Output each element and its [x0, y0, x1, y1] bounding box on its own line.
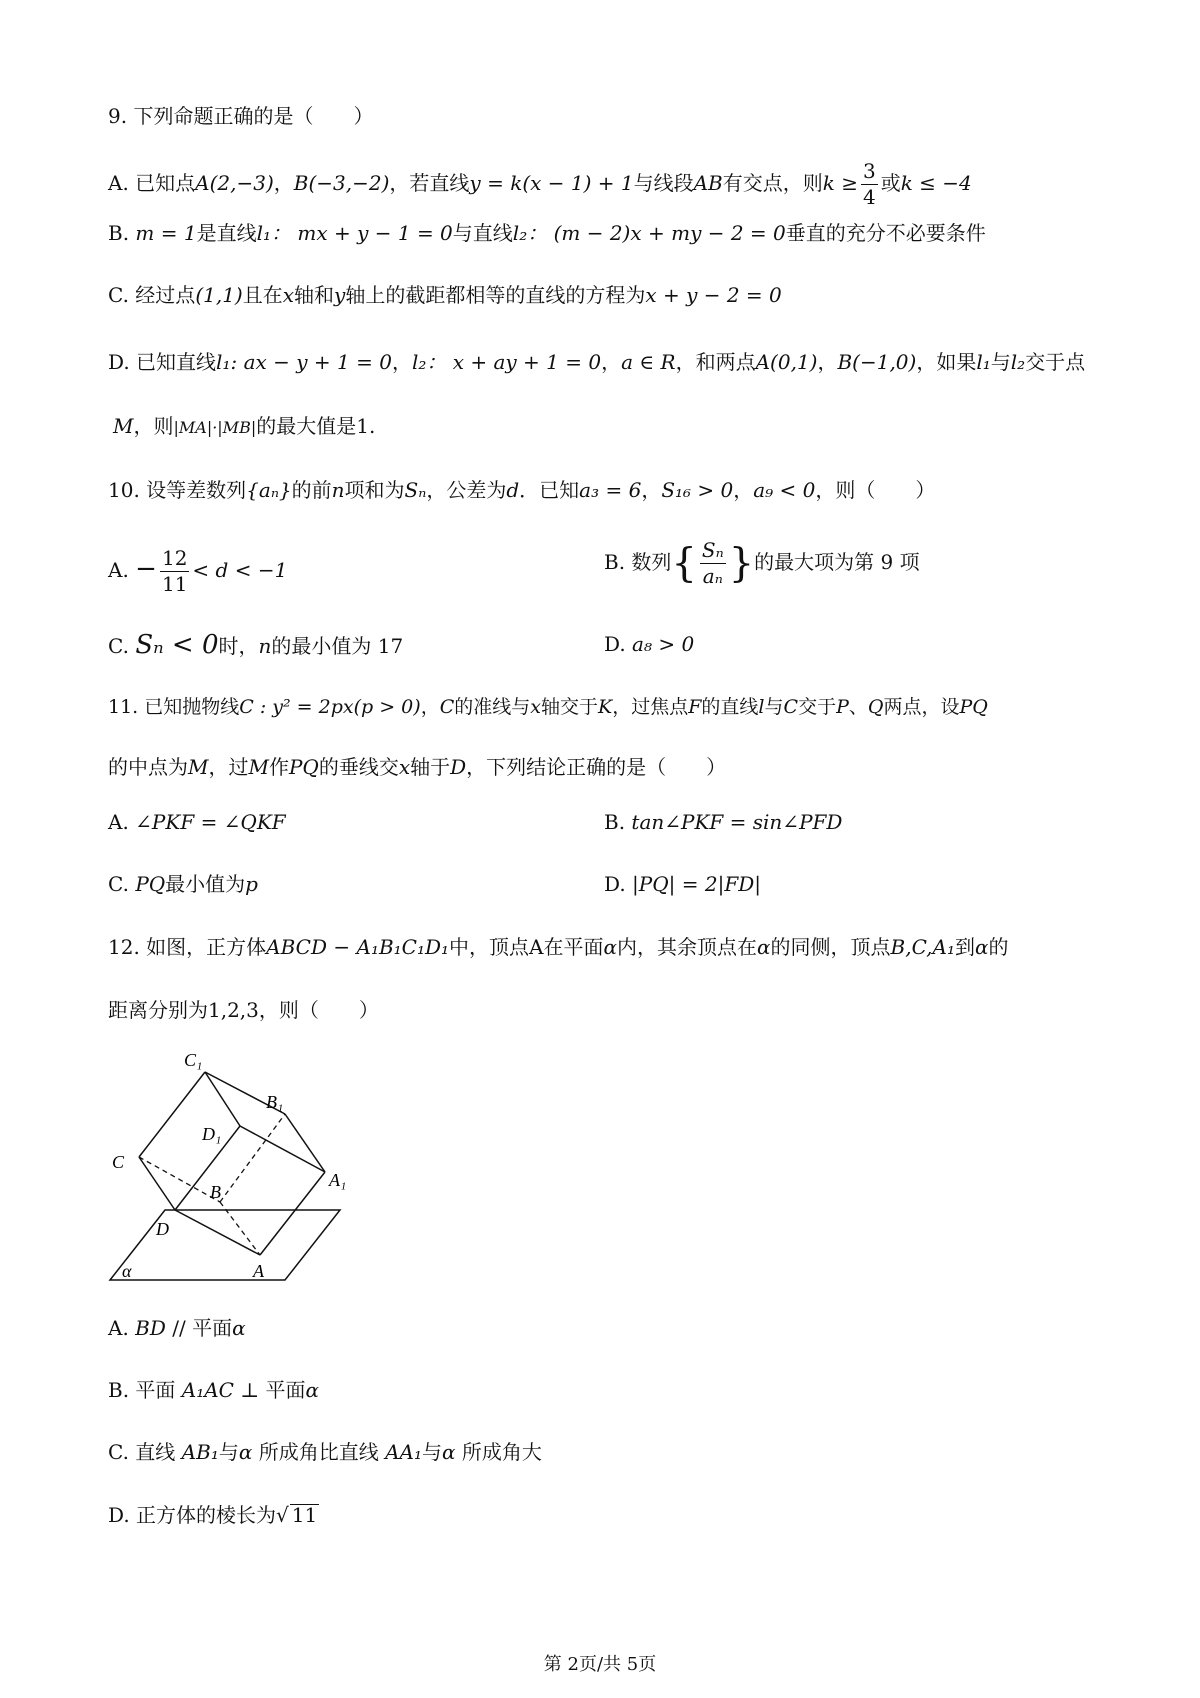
math: tan∠PKF = sin∠PFD [631, 810, 843, 834]
q10-option-a [108, 548, 287, 595]
q10-stem [108, 480, 935, 500]
q12-line2 [108, 1000, 379, 1020]
text: ， [733, 478, 754, 502]
text: A. [108, 1316, 129, 1340]
text: ， [601, 350, 622, 374]
text: 的直线 [701, 696, 759, 718]
math: α [232, 1316, 246, 1340]
math: AB₁ [181, 1440, 219, 1464]
math: m = 1 [135, 221, 197, 245]
q11-line2 [108, 757, 726, 777]
denominator: aₙ [702, 564, 723, 588]
label-c: C [112, 1152, 125, 1172]
math: AA₁ [385, 1440, 422, 1464]
q10-option-d [604, 634, 694, 654]
math: {aₙ} [246, 478, 292, 502]
text: ， [641, 478, 662, 502]
math: (1,1) [195, 283, 243, 307]
text: 中，顶点A在平面 [449, 935, 604, 959]
math: l₁： [256, 221, 292, 245]
q12-option-c [108, 1442, 542, 1462]
text: 到 [955, 935, 975, 959]
math: (m − 2)x + my − 2 = 0 [553, 221, 786, 245]
text: ， [391, 350, 412, 374]
text: 轴上的截距都相等的直线的方程为 [345, 283, 646, 307]
text: 的最大值是1. [256, 414, 376, 438]
math: l₂： [512, 221, 548, 245]
text: ，则 [133, 414, 174, 438]
math: B,C,A₁ [890, 935, 955, 959]
math: α [603, 935, 618, 959]
text: 或 [880, 171, 901, 195]
math: A₁AC [181, 1378, 234, 1402]
fraction-sn-an [700, 540, 726, 587]
q11-option-d [604, 874, 761, 894]
math: A(2,−3) [195, 171, 274, 195]
q10-option-c [108, 632, 403, 658]
text: 与 [421, 1440, 442, 1464]
math: p [245, 872, 258, 896]
math: α [305, 1378, 320, 1402]
math: k ≤ −4 [900, 171, 972, 195]
math: α [757, 935, 771, 959]
q9-option-a [108, 161, 972, 208]
math: M [113, 414, 134, 438]
numerator: Sₙ [701, 538, 724, 562]
math: a ∈ R [621, 350, 676, 374]
denominator: 4 [862, 185, 876, 209]
text: 作 [268, 755, 289, 779]
math: D [450, 755, 467, 779]
label-b1: B₁ [266, 1092, 284, 1112]
math: BD [135, 1316, 166, 1340]
math: a₈ > 0 [632, 632, 695, 656]
math: M [248, 755, 269, 779]
label-a1: A₁ [329, 1170, 347, 1190]
text: 有交点，则 [722, 171, 823, 195]
text: A. 已知点 [108, 171, 196, 195]
text: ， [420, 696, 440, 718]
text: B. 平面 [108, 1378, 176, 1402]
math: S₁₆ > 0 [661, 478, 734, 502]
math: x + y − 2 = 0 [645, 283, 782, 307]
text: ，过 [208, 755, 249, 779]
math: y [334, 283, 346, 307]
text: 的同侧，顶点 [770, 935, 891, 959]
text: ， [273, 171, 294, 195]
math: PQ [288, 755, 319, 779]
label-d: D [156, 1219, 169, 1239]
text: C. [108, 872, 129, 896]
math: l₁: [216, 350, 238, 374]
q9-option-d-line2 [113, 416, 375, 436]
math: l [758, 696, 765, 718]
text: 距离分别为 [108, 998, 208, 1022]
text: 两点，设 [883, 696, 960, 718]
q11-option-b [604, 812, 842, 832]
text: A. [108, 810, 129, 834]
math: AB [693, 171, 723, 195]
math: B(−1,0) [837, 350, 917, 374]
math: l₂： [411, 350, 447, 374]
text: 所成角大 [461, 1440, 542, 1464]
text: 垂直的充分不必要条件 [785, 221, 986, 245]
text: 内，其余顶点在 [617, 935, 758, 959]
denominator: 11 [161, 572, 188, 596]
text: 的前 [291, 478, 332, 502]
q11-line1 [108, 698, 988, 717]
text: 与 [218, 1440, 239, 1464]
q9-option-c [108, 285, 782, 305]
text: 与 [990, 350, 1011, 374]
math: Sₙ [404, 478, 427, 502]
math: PQ [959, 696, 988, 718]
text: 的垂线交 [318, 755, 399, 779]
math: α [975, 935, 989, 959]
text: ，如果 [916, 350, 977, 374]
q9-option-b [108, 223, 986, 243]
q12-option-b [108, 1380, 319, 1400]
math: n [258, 634, 272, 658]
text: 的准线与 [454, 696, 531, 718]
text: C. [108, 634, 129, 658]
text: D. 已知直线 [108, 350, 217, 374]
math: l₁ [976, 350, 991, 374]
fraction-3-4 [861, 161, 878, 208]
math: C [439, 696, 455, 718]
math: 1,2,3 [208, 998, 259, 1022]
q9-stem: 9. 下列命题正确的是（ ） [108, 104, 374, 128]
math: ax − y + 1 = 0 [243, 350, 392, 374]
text: 交于 [798, 696, 837, 718]
math: Q [867, 696, 884, 718]
text: 、 [848, 696, 868, 718]
text: 与 [764, 696, 784, 718]
text: 10. 设等差数列 [108, 478, 247, 502]
math: ∠PKF = ∠QKF [135, 810, 286, 834]
numerator: 3 [862, 159, 876, 183]
text: 轴交于 [540, 696, 598, 718]
fraction-12-11 [160, 548, 189, 595]
math: mx + y − 1 = 0 [297, 221, 453, 245]
text: C. 经过点 [108, 283, 196, 307]
text: D. [604, 632, 626, 656]
text: ，下列结论正确的是（ ） [466, 755, 727, 779]
left-brace-icon: { [671, 540, 697, 587]
label-d1: D₁ [202, 1124, 222, 1144]
text: 的 [988, 935, 1009, 959]
text: ．已知 [519, 478, 580, 502]
math: ABCD − A₁B₁C₁D₁ [266, 935, 450, 959]
text: D. [604, 872, 626, 896]
math: PQ [135, 872, 166, 896]
text: ， [817, 350, 838, 374]
text: D. 正方体的棱长为 [108, 1503, 277, 1527]
text: B. [108, 221, 130, 245]
math: F [688, 696, 702, 718]
text: 的中点为 [108, 755, 188, 779]
math: a₉ < 0 [753, 478, 816, 502]
math: M [188, 755, 209, 779]
math: α [238, 1440, 253, 1464]
math: Sₙ < 0 [135, 630, 219, 660]
text: ，公差为 [426, 478, 507, 502]
numerator: 12 [161, 546, 188, 570]
q11-option-c [108, 874, 258, 894]
math: x [530, 696, 541, 718]
q11-option-a [108, 812, 286, 832]
math: |PQ| = 2|FD| [632, 872, 761, 896]
math: k ≥ [822, 171, 858, 195]
text: 的最小值为 17 [271, 634, 404, 658]
text: 所成角比直线 [258, 1440, 379, 1464]
math: C : y² = 2px(p > 0) [239, 696, 421, 718]
text: A. [108, 558, 129, 582]
text: ，则（ ） [815, 478, 936, 502]
text: 最小值为 [165, 872, 246, 896]
text: C. 直线 [108, 1440, 176, 1464]
math: y = k(x − 1) + 1 [469, 171, 634, 195]
right-brace-icon: } [728, 540, 755, 587]
q9-option-d-line1 [108, 352, 1085, 372]
text: 项和为 [344, 478, 405, 502]
text: 12. 如图，正方体 [108, 935, 267, 959]
text: B. [604, 810, 626, 834]
text: // 平面 [172, 1316, 233, 1340]
math: n [331, 478, 345, 502]
math: x [282, 283, 295, 307]
q10-option-b [604, 540, 920, 587]
math: x + ay + 1 = 0 [452, 350, 602, 374]
text: 且在 [242, 283, 283, 307]
text: 轴和 [294, 283, 335, 307]
math: P [836, 696, 849, 718]
text: ，则（ ） [258, 998, 379, 1022]
text: 与线段 [633, 171, 694, 195]
q12-option-a [108, 1318, 246, 1338]
text: ，和两点 [675, 350, 756, 374]
cube-figure [100, 1040, 360, 1290]
math: C [783, 696, 799, 718]
text: ⊥ 平面 [240, 1378, 306, 1402]
math: |MA|·|MB| [173, 418, 257, 437]
text: 的最大项为第 9 项 [754, 550, 920, 574]
plane-alpha [110, 1210, 340, 1280]
math: B(−3,−2) [293, 171, 390, 195]
label-alpha: α [122, 1261, 132, 1281]
q12-line1 [108, 937, 1009, 957]
math: α [441, 1440, 456, 1464]
radicand: 11 [291, 1503, 318, 1527]
math: d [506, 478, 520, 502]
math: < d < −1 [192, 558, 288, 582]
math: K [598, 696, 613, 718]
text: 交于点 [1025, 350, 1086, 374]
text: 是直线 [196, 221, 257, 245]
text: ，若直线 [389, 171, 470, 195]
label-a: A [253, 1261, 264, 1281]
page-footer: 第 2页/共 5页 [543, 1654, 657, 1675]
math: x [398, 755, 411, 779]
text: 时， [218, 634, 259, 658]
sqrt-icon: √ [276, 1503, 289, 1527]
text: 与直线 [452, 221, 513, 245]
math: a₃ = 6 [579, 478, 642, 502]
q12-option-d [108, 1504, 319, 1525]
math: − [135, 554, 157, 584]
text: 轴于 [410, 755, 451, 779]
label-c1: C₁ [184, 1050, 203, 1070]
text: B. 数列 [604, 550, 672, 574]
text: 11. 已知抛物线 [108, 696, 240, 718]
math: A(0,1) [755, 350, 818, 374]
math: l₂ [1010, 350, 1026, 374]
label-b: B [210, 1182, 221, 1202]
text: ，过焦点 [612, 696, 689, 718]
